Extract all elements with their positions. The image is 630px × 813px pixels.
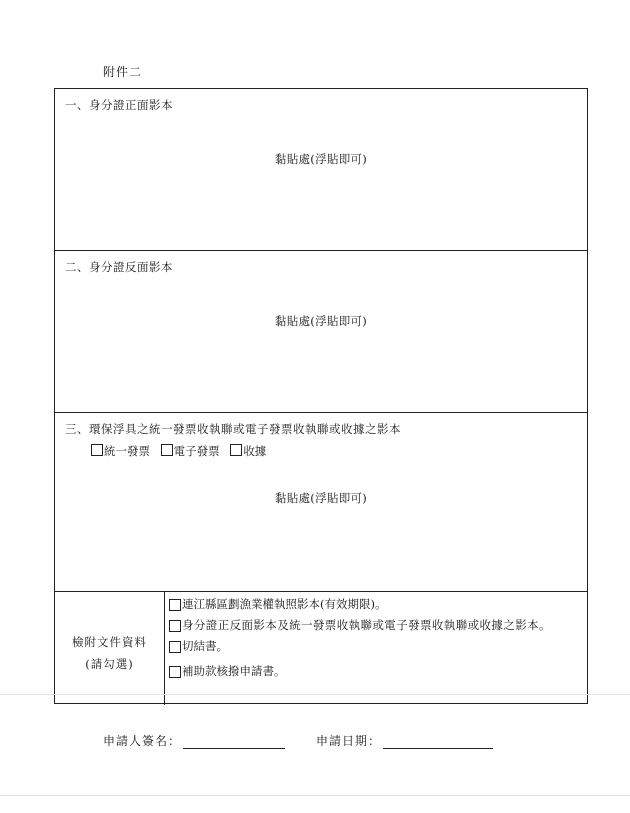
applicant-signature-label: 申請人簽名： (103, 734, 182, 748)
id-front-section (55, 89, 587, 251)
applicant-signature-line[interactable] (183, 736, 285, 749)
id-front-paste-area: 黏貼處(浮貼即可) (274, 152, 368, 166)
option-e-invoice-label: 電子發票 (173, 444, 220, 458)
option-receipt-label: 收據 (243, 444, 267, 458)
attachment-item-license[interactable] (169, 596, 581, 613)
attachments-checklist (169, 596, 581, 684)
annex-title: 附件二 (103, 65, 143, 79)
receipt-section (55, 413, 587, 592)
application-form-table (54, 88, 588, 704)
applicant-signature-row (103, 732, 285, 749)
id-back-paste-area: 黏貼處(浮貼即可) (274, 314, 368, 328)
checkbox-e-invoice[interactable] (161, 444, 173, 456)
application-date-row (316, 732, 493, 749)
attachment-item-affidavit[interactable] (169, 638, 581, 655)
receipt-paste-area: 黏貼處(浮貼即可) (274, 491, 368, 505)
attachments-section (55, 592, 587, 705)
receipt-type-options (91, 443, 273, 459)
attachment-item-id-invoice[interactable] (169, 617, 581, 634)
option-e-invoice[interactable] (161, 443, 220, 459)
checkbox-receipt[interactable] (230, 444, 242, 456)
receipt-title: 三、環保浮具之統一發票收執聯或電子發票收執聯或收據之影本 (65, 422, 401, 436)
checkbox-affidavit[interactable] (169, 641, 181, 653)
attachment-item-id-invoice-label: 身分證正反面影本及統一發票收執聯或電子發票收執聯或收據之影本。 (182, 618, 551, 632)
option-unified-invoice[interactable] (91, 443, 150, 459)
id-back-section (55, 251, 587, 413)
checkbox-subsidy-form[interactable] (169, 666, 181, 678)
scan-artifact-line (0, 795, 630, 796)
attachment-item-subsidy-form[interactable] (169, 663, 581, 680)
attachment-item-license-label: 連江縣區劃漁業權執照影本(有效期限)。 (182, 597, 387, 611)
attachments-label: 檢附文件資料 (72, 635, 147, 649)
application-date-label: 申請日期： (316, 734, 382, 748)
option-receipt[interactable] (230, 443, 266, 459)
attachment-item-affidavit-label: 切結書。 (182, 639, 228, 653)
id-back-title: 二、身分證反面影本 (65, 260, 173, 274)
id-front-title: 一、身分證正面影本 (65, 98, 173, 112)
application-date-line[interactable] (383, 736, 493, 749)
attachments-label-cell (55, 592, 165, 705)
checkbox-license[interactable] (169, 599, 181, 611)
attachments-hint: (請勾選) (85, 657, 134, 671)
option-unified-invoice-label: 統一發票 (104, 444, 150, 458)
attachment-item-subsidy-form-label: 補助款核撥申請書。 (182, 664, 286, 678)
checkbox-unified-invoice[interactable] (91, 444, 103, 456)
scan-artifact-line (0, 694, 630, 695)
checkbox-id-invoice[interactable] (169, 620, 181, 632)
